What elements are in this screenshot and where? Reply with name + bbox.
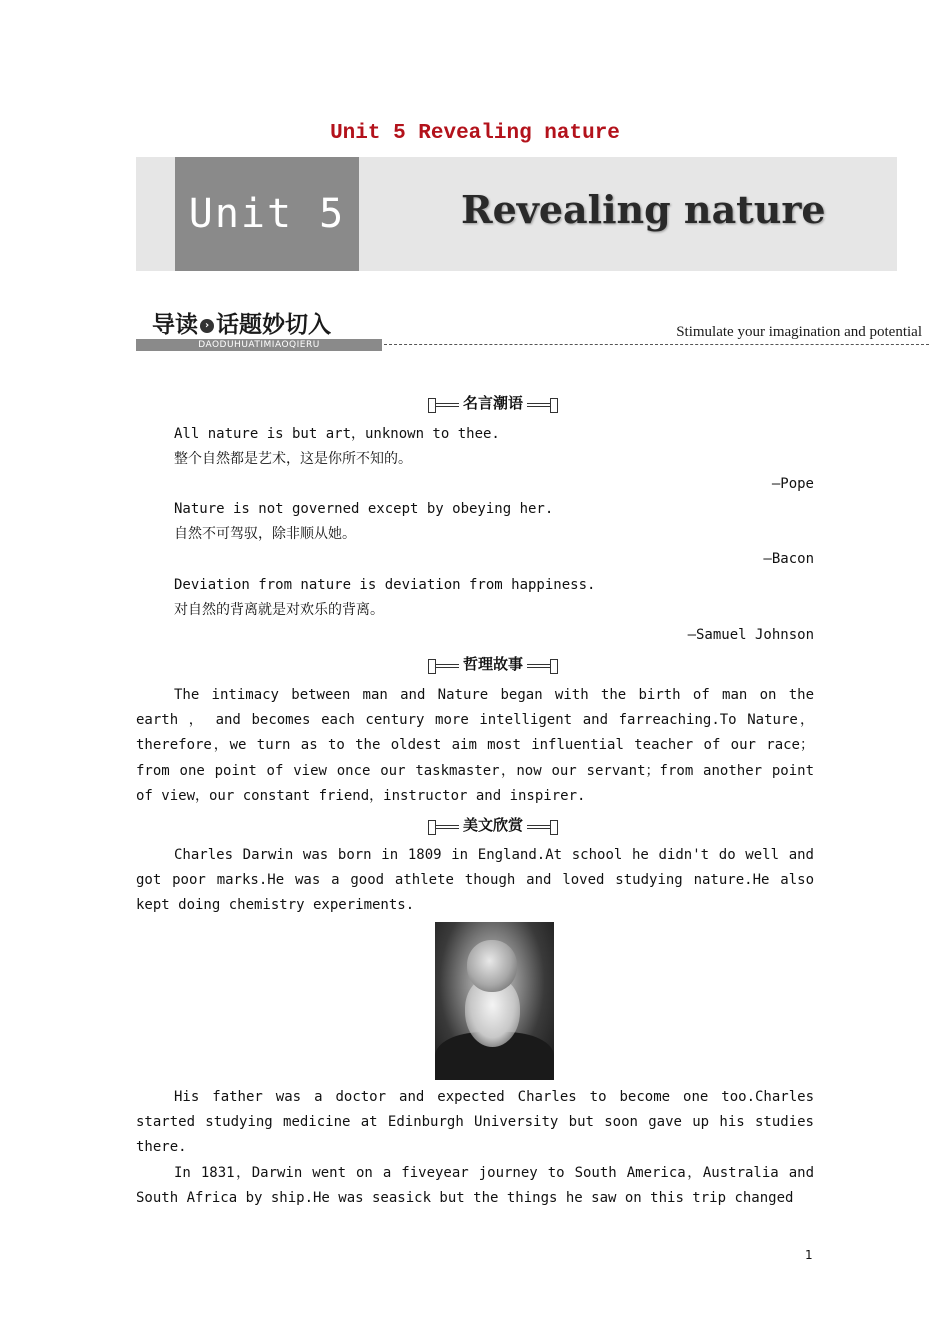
essay-heading-label: 美文欣赏: [459, 816, 527, 834]
quote-3-en: Deviation from nature is deviation from happiness.: [174, 577, 596, 593]
story-paragraph: The intimacy between man and Nature began with the birth of man on the earth ， and becomes each century more intelligent and farreaching.To Nature，therefore，we turn as to the oldest aim most influential teacher of our race；from one point of view once our taskmaster，now our servant；from another point of view，our constant friend，instructor and inspirer.: [136, 687, 814, 804]
quote-2-author: —Bacon: [763, 551, 814, 567]
darwin-portrait: [435, 922, 554, 1080]
quote-3-cn: 对自然的背离就是对欢乐的背离。: [174, 602, 384, 618]
banner-unit-label: Unit 5: [175, 157, 359, 271]
unit-banner: [136, 157, 897, 271]
banner-title: Revealing nature: [461, 187, 826, 232]
guide-header: [136, 304, 936, 354]
story-heading-label: 哲理故事: [459, 655, 527, 673]
page-number: 1: [805, 1248, 813, 1262]
guide-title-left: 导读: [152, 312, 198, 338]
quote-2-en: Nature is not governed except by obeying her.: [174, 501, 554, 517]
quote-1-en: All nature is but art，unknown to thee.: [174, 426, 500, 442]
guide-title: [152, 306, 331, 339]
chevron-right-icon: ›: [200, 319, 214, 333]
story-heading: [430, 653, 556, 675]
essay-paragraph-3: In 1831，Darwin went on a fiveyear journey to South America，Australia and South Africa by ship.He was seasick but the things he saw on this trip changed: [136, 1165, 814, 1207]
essay-heading: [430, 814, 556, 836]
divider-line: [384, 344, 929, 345]
quotes-heading: [430, 392, 556, 414]
quote-1-author: —Pope: [771, 476, 814, 492]
quote-2-cn: 自然不可驾驭，除非顺从她。: [174, 526, 356, 542]
quote-1-cn: 整个自然都是艺术，这是你所不知的。: [174, 451, 412, 467]
guide-subtitle: Stimulate your imagination and potential: [676, 324, 922, 340]
essay-paragraph-2: His father was a doctor and expected Charles to become one too.Charles started studying medicine at Edinburgh University but soon gave up his studies there.: [136, 1089, 814, 1156]
document-title: Unit 5 Revealing nature: [330, 122, 620, 145]
guide-pinyin: DAODUHUATIMIAOQIERU: [136, 339, 382, 351]
guide-title-right: 话题妙切入: [216, 312, 331, 338]
essay-paragraph-1: Charles Darwin was born in 1809 in England.At school he didn't do well and got poor marks.He was a good athlete though and loved studying nature.He also kept doing chemistry experiments.: [136, 847, 814, 914]
quotes-heading-label: 名言潮语: [459, 394, 527, 412]
quote-3-author: —Samuel Johnson: [687, 627, 814, 643]
